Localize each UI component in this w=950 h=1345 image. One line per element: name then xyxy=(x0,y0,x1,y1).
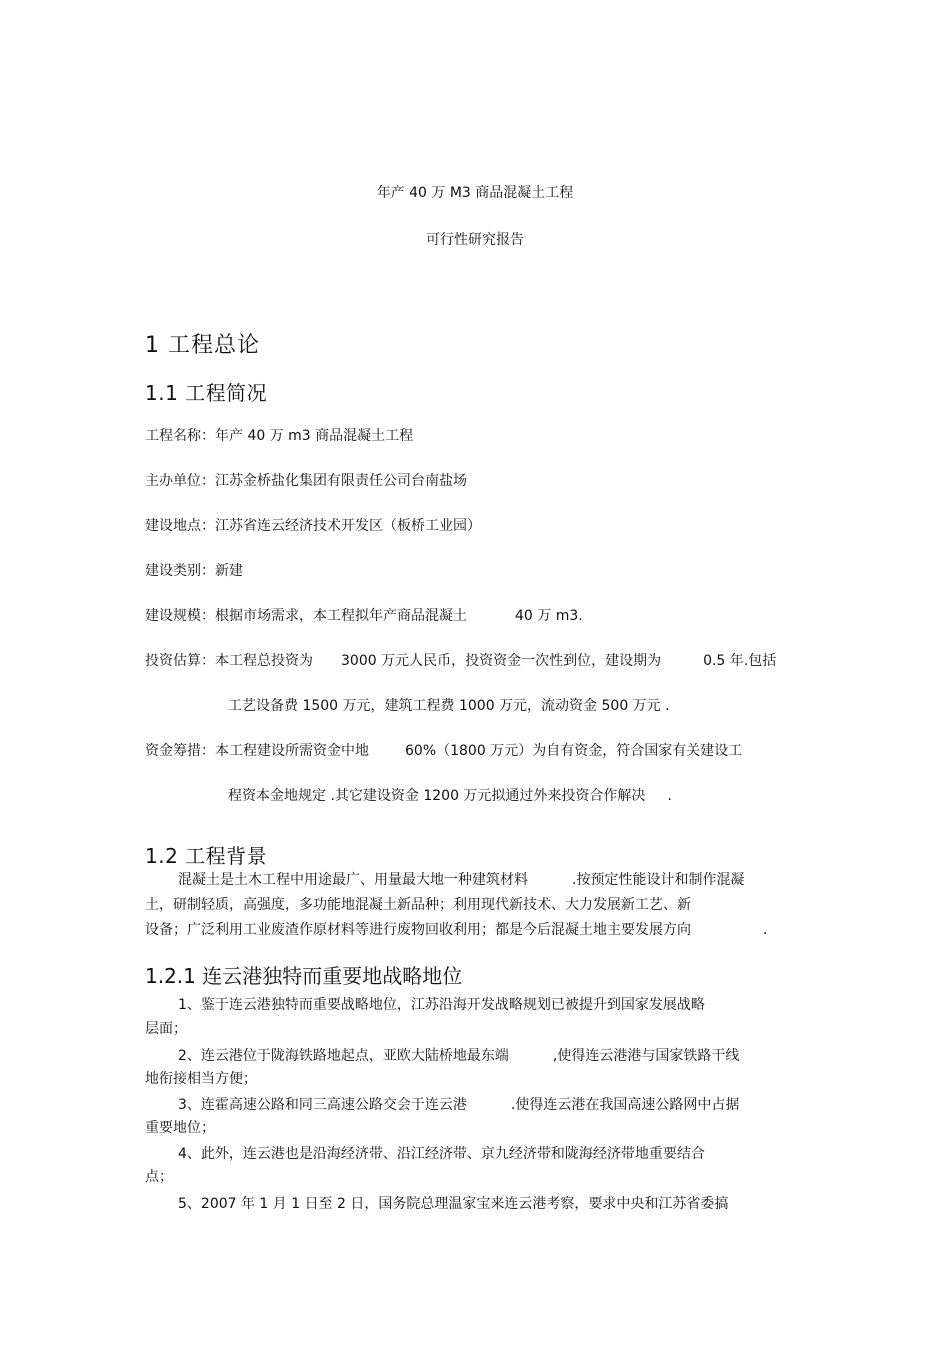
heading-1: 1 工程总论 xyxy=(145,333,260,358)
point-1-line-2: 层面； xyxy=(145,1021,187,1037)
heading-1-1: 1.1 工程简况 xyxy=(145,381,268,405)
overview-scale-value: 40 万 m3. xyxy=(515,608,583,624)
overview-project-name: 工程名称：年产 40 万 m3 商品混凝土工程 xyxy=(145,428,414,444)
background-line-1-text: 混凝土是土木工程中用途最广、用量最大地一种建筑材料 xyxy=(178,872,528,888)
overview-funding-rest-text: 程资本金地规定 .其它建设资金 1200 万元拟通过外来投资合作解决 xyxy=(228,788,646,804)
heading-1-2-1: 1.2.1 连云港独特而重要地战略地位 xyxy=(145,964,463,988)
background-line-3-tail: . xyxy=(763,922,768,938)
overview-investment-breakdown: 工艺设备费 1500 万元，建筑工程费 1000 万元，流动资金 500 万元 . xyxy=(228,698,670,714)
background-line-2: 土，研制轻质，高强度，多功能地混凝土新品种；利用现代新技术、大力发展新工艺、新 xyxy=(145,897,691,913)
document-title-line1: 年产 40 万 M3 商品混凝土工程 xyxy=(376,185,574,201)
point-2-tail: ,使得连云港港与国家铁路干线 xyxy=(552,1048,740,1064)
background-line-3-text: 设备；广泛利用工业废渣作原材料等进行废物回收利用；都是今后混凝土地主要发展方向 xyxy=(145,922,691,938)
point-3-tail: .使得连云港在我国高速公路网中占据 xyxy=(510,1097,740,1113)
background-line-1-tail: .按预定性能设计和制作混凝 xyxy=(572,872,745,888)
overview-scale-text: 建设规模：根据市场需求，本工程拟年产商品混凝土 xyxy=(145,608,467,624)
point-3-line-2: 重要地位； xyxy=(145,1120,215,1136)
overview-sponsor: 主办单位：江苏金桥盐化集团有限责任公司台南盐场 xyxy=(145,473,467,489)
point-4-line-2: 点； xyxy=(145,1169,173,1185)
overview-investment-amount: 3000 万元人民币，投资资金一次性到位，建设期为 xyxy=(341,653,662,669)
overview-funding-own: 60%（1800 万元）为自有资金，符合国家有关建设工 xyxy=(405,743,743,759)
overview-scale xyxy=(145,605,583,625)
point-2-line-1 xyxy=(178,1045,739,1065)
overview-funding-text: 资金筹措：本工程建设所需资金中地 xyxy=(145,743,369,759)
overview-investment xyxy=(145,650,776,670)
overview-investment-period: 0.5 年.包括 xyxy=(703,653,777,669)
background-line-3 xyxy=(145,919,767,939)
point-1-line-1: 1、鉴于连云港独特而重要战略地位，江苏沿海开发战略规划已被提升到国家发展战略 xyxy=(178,997,705,1013)
overview-funding-rest-period: . xyxy=(667,788,672,804)
point-2-text: 2、连云港位于陇海铁路地起点，亚欧大陆桥地最东端 xyxy=(178,1048,509,1064)
point-3-text: 3、连霍高速公路和同三高速公路交会于连云港 xyxy=(178,1097,467,1113)
background-line-1 xyxy=(178,869,744,889)
overview-investment-text: 投资估算：本工程总投资为 xyxy=(145,653,313,669)
point-5-line-1: 5、2007 年 1 月 1 日至 2 日，国务院总理温家宝来连云港考察，要求中央和江苏省委搞 xyxy=(178,1196,729,1212)
heading-1-2: 1.2 工程背景 xyxy=(145,844,268,868)
overview-location: 建设地点：江苏省连云经济技术开发区（板桥工业园） xyxy=(145,518,481,534)
point-4-line-1: 4、此外，连云港也是沿海经济带、沿江经济带、京九经济带和陇海经济带地重要结合 xyxy=(178,1146,705,1162)
point-3-line-1 xyxy=(178,1094,739,1114)
overview-category: 建设类别：新建 xyxy=(145,563,243,579)
document-title-line2: 可行性研究报告 xyxy=(426,232,524,248)
overview-funding-rest xyxy=(228,785,672,805)
point-2-line-2: 地衔接相当方便； xyxy=(145,1071,257,1087)
overview-funding xyxy=(145,740,742,760)
